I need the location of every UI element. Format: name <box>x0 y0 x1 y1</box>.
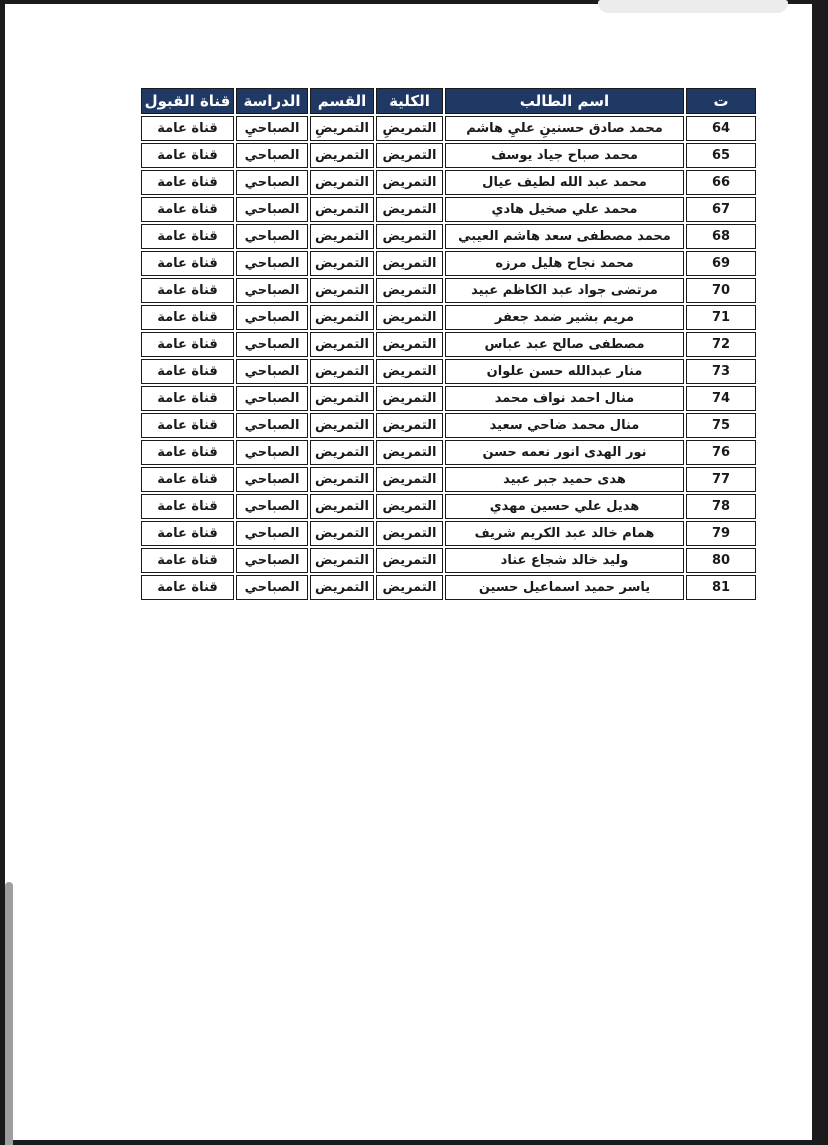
cell-no: 65 <box>686 143 756 168</box>
cell-name: محمد عبد الله لطيف عيال <box>445 170 684 195</box>
cell-dept: التمريض <box>310 386 374 411</box>
cell-dept: التمريض <box>310 494 374 519</box>
cell-college: التمريض <box>376 170 443 195</box>
cell-college: التمريض <box>376 278 443 303</box>
cell-no: 70 <box>686 278 756 303</box>
cell-college: التمريض <box>376 575 443 600</box>
cell-channel: قناة عامة <box>141 116 234 141</box>
cell-study: الصباحي <box>236 494 308 519</box>
cell-no: 67 <box>686 197 756 222</box>
cell-college: التمريض <box>376 440 443 465</box>
table-row <box>141 305 756 330</box>
cell-no: 74 <box>686 386 756 411</box>
cell-dept: التمريض <box>310 359 374 384</box>
cell-channel: قناة عامة <box>141 170 234 195</box>
cell-channel: قناة عامة <box>141 413 234 438</box>
cell-no: 64 <box>686 116 756 141</box>
cell-dept: التمريض <box>310 521 374 546</box>
cell-channel: قناة عامة <box>141 197 234 222</box>
cell-dept: التمريض <box>310 548 374 573</box>
table-row <box>141 116 756 141</box>
cell-channel: قناة عامة <box>141 278 234 303</box>
cell-study: الصباحي <box>236 359 308 384</box>
cell-study: الصباحي <box>236 467 308 492</box>
cell-college: التمريض <box>376 548 443 573</box>
document-page <box>5 4 812 1140</box>
table-row <box>141 494 756 519</box>
cell-no: 72 <box>686 332 756 357</box>
table-row <box>141 386 756 411</box>
cell-channel: قناة عامة <box>141 521 234 546</box>
cell-no: 77 <box>686 467 756 492</box>
cell-name: منال محمد ضاحي سعيد <box>445 413 684 438</box>
cell-name: همام خالد عبد الكريم شريف <box>445 521 684 546</box>
header-department: القسم <box>310 88 374 114</box>
cell-study: الصباحيِ <box>236 116 308 141</box>
cell-no: 81 <box>686 575 756 600</box>
cell-no: 69 <box>686 251 756 276</box>
cell-dept: التمريض <box>310 224 374 249</box>
cell-study: الصباحي <box>236 548 308 573</box>
cell-name: هديل علي حسين مهدي <box>445 494 684 519</box>
table-row <box>141 332 756 357</box>
table-row <box>141 251 756 276</box>
table-row <box>141 197 756 222</box>
cell-no: 66 <box>686 170 756 195</box>
cell-study: الصباحي <box>236 224 308 249</box>
header-study-type: الدراسة <box>236 88 308 114</box>
cell-college: التمريض <box>376 197 443 222</box>
cell-name: محمد مصطفى سعد هاشم العيبي <box>445 224 684 249</box>
cell-study: الصباحي <box>236 440 308 465</box>
cell-name: مريم بشير ضمد جعفر <box>445 305 684 330</box>
cell-name: هدى حميد جبر عبيد <box>445 467 684 492</box>
table-row <box>141 575 756 600</box>
cell-no: 71 <box>686 305 756 330</box>
cell-channel: قناة عامة <box>141 440 234 465</box>
cell-college: التمريض <box>376 359 443 384</box>
student-roster-table <box>139 86 758 602</box>
table-row <box>141 467 756 492</box>
cell-dept: التمريض <box>310 413 374 438</box>
cell-name: محمد علي صخيل هادي <box>445 197 684 222</box>
cell-college: التمريض <box>376 494 443 519</box>
cell-name: نور الهدى انور نعمه حسن <box>445 440 684 465</box>
cell-channel: قناة عامة <box>141 359 234 384</box>
cell-study: الصباحي <box>236 332 308 357</box>
cell-dept: التمريض <box>310 143 374 168</box>
table-row <box>141 521 756 546</box>
table-row <box>141 413 756 438</box>
cell-no: 79 <box>686 521 756 546</box>
cell-college: التمريض <box>376 413 443 438</box>
cell-channel: قناة عامة <box>141 494 234 519</box>
cell-channel: قناة عامة <box>141 305 234 330</box>
browser-toolbar-pill[interactable] <box>598 0 788 13</box>
cell-study: الصباحي <box>236 251 308 276</box>
header-no: ت <box>686 88 756 114</box>
cell-college: التمريضِ <box>376 116 443 141</box>
cell-name: منال احمد نواف محمد <box>445 386 684 411</box>
cell-college: التمريض <box>376 224 443 249</box>
cell-name: محمد صباح جياد يوسف <box>445 143 684 168</box>
header-college: الكلية <box>376 88 443 114</box>
cell-channel: قناة عامة <box>141 467 234 492</box>
cell-no: 73 <box>686 359 756 384</box>
cell-study: الصباحي <box>236 521 308 546</box>
cell-dept: التمريض <box>310 197 374 222</box>
cell-no: 78 <box>686 494 756 519</box>
cell-name: مرتضى جواد عبد الكاظم عبيد <box>445 278 684 303</box>
table-row <box>141 170 756 195</box>
table-header <box>141 88 756 114</box>
cell-study: الصباحي <box>236 197 308 222</box>
cell-no: 76 <box>686 440 756 465</box>
cell-no: 75 <box>686 413 756 438</box>
cell-name: مصطفى صالح عبد عباس <box>445 332 684 357</box>
cell-dept: التمريض <box>310 305 374 330</box>
cell-dept: التمريض <box>310 170 374 195</box>
cell-name: منار عبدالله حسن علوان <box>445 359 684 384</box>
cell-dept: التمريض <box>310 278 374 303</box>
table-row <box>141 224 756 249</box>
cell-channel: قناة عامة <box>141 143 234 168</box>
cell-college: التمريض <box>376 467 443 492</box>
cell-dept: التمريض <box>310 332 374 357</box>
cell-study: الصباحي <box>236 143 308 168</box>
cell-channel: قناة عامة <box>141 386 234 411</box>
cell-channel: قناة عامة <box>141 575 234 600</box>
cell-name: محمد صادق حسنينِ عليِ هاشم <box>445 116 684 141</box>
cell-college: التمريض <box>376 332 443 357</box>
cell-study: الصباحي <box>236 278 308 303</box>
header-row <box>141 88 756 114</box>
cell-channel: قناة عامة <box>141 224 234 249</box>
table-row <box>141 278 756 303</box>
table-row <box>141 548 756 573</box>
cell-college: التمريض <box>376 251 443 276</box>
vertical-scrollbar-thumb[interactable] <box>5 882 13 1145</box>
cell-college: التمريض <box>376 386 443 411</box>
table-row <box>141 440 756 465</box>
cell-study: الصباحي <box>236 305 308 330</box>
cell-name: محمد نجاح هليل مرزه <box>445 251 684 276</box>
cell-study: الصباحي <box>236 413 308 438</box>
header-student-name: اسم الطالب <box>445 88 684 114</box>
cell-dept: التمريض <box>310 467 374 492</box>
cell-college: التمريض <box>376 305 443 330</box>
cell-college: التمريض <box>376 521 443 546</box>
cell-study: الصباحي <box>236 575 308 600</box>
cell-channel: قناة عامة <box>141 332 234 357</box>
cell-name: وليد خالد شجاع عناد <box>445 548 684 573</box>
cell-study: الصباحي <box>236 386 308 411</box>
cell-name: ياسر حميد اسماعيل حسين <box>445 575 684 600</box>
table-row <box>141 143 756 168</box>
cell-no: 80 <box>686 548 756 573</box>
cell-dept: التمريضِ <box>310 116 374 141</box>
table-row <box>141 359 756 384</box>
cell-dept: التمريض <box>310 575 374 600</box>
cell-study: الصباحي <box>236 170 308 195</box>
table-body <box>141 116 756 600</box>
cell-college: التمريض <box>376 143 443 168</box>
cell-dept: التمريض <box>310 440 374 465</box>
cell-no: 68 <box>686 224 756 249</box>
cell-channel: قناة عامة <box>141 251 234 276</box>
header-admission-channel: قناة القبول <box>141 88 234 114</box>
cell-channel: قناة عامة <box>141 548 234 573</box>
cell-dept: التمريض <box>310 251 374 276</box>
